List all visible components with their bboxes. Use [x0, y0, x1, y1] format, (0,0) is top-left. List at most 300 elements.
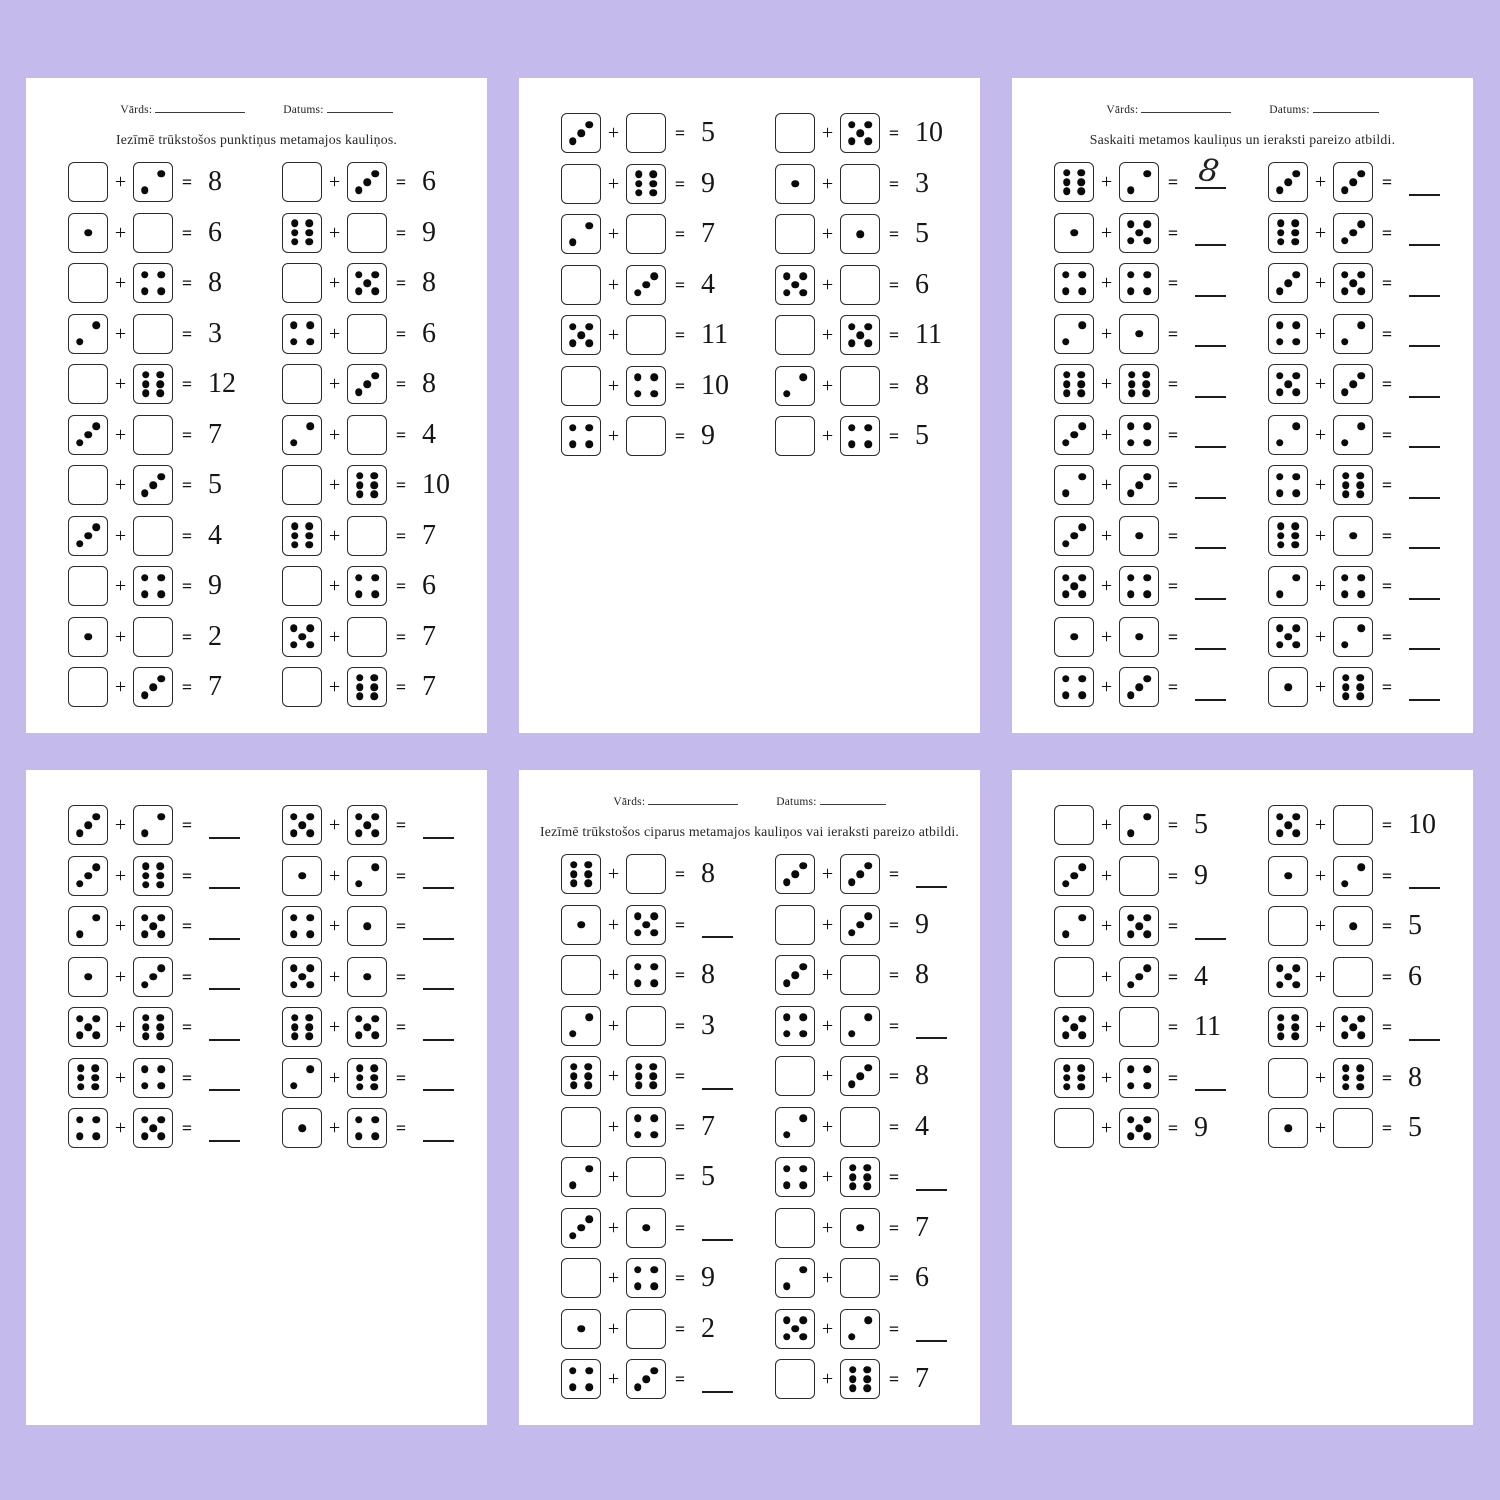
answer [201, 957, 257, 997]
pip [791, 870, 799, 878]
pip [1293, 389, 1301, 397]
die-face-4 [1054, 667, 1094, 707]
pip [307, 1065, 315, 1073]
answer-blank-line [1195, 522, 1226, 549]
problem-row [68, 617, 257, 657]
pip [1127, 692, 1135, 700]
date-field [283, 102, 392, 116]
pip [1128, 389, 1136, 397]
die-face-4 [133, 566, 173, 606]
answer [415, 667, 471, 707]
plus-sign: + [1314, 814, 1327, 836]
die-face-5 [775, 265, 815, 305]
pip [141, 1133, 149, 1141]
pip [863, 1182, 871, 1190]
equals-sign: = [1381, 815, 1393, 835]
answer [415, 415, 471, 455]
plus-sign: + [114, 272, 127, 294]
pip [1356, 1074, 1364, 1082]
answer-value: 9 [701, 167, 715, 199]
pip [156, 872, 164, 880]
pip [865, 1316, 873, 1324]
die-empty [1333, 805, 1373, 845]
pip [84, 1023, 92, 1031]
problem-row [68, 162, 257, 202]
equals-sign: = [674, 426, 686, 446]
problem-row [68, 667, 257, 707]
pip [77, 1074, 85, 1082]
pip [1062, 540, 1070, 548]
problem-row [775, 1309, 964, 1349]
pip [800, 1316, 808, 1324]
pip [142, 389, 150, 397]
plus-sign: + [1314, 474, 1327, 496]
pip [642, 1224, 650, 1232]
pip [783, 1333, 791, 1341]
page-header [519, 794, 980, 808]
pip [1358, 170, 1366, 178]
answer [1187, 364, 1243, 404]
equals-sign: = [888, 1217, 900, 1238]
equals-sign: = [888, 1167, 900, 1187]
answer [908, 315, 964, 355]
pip [1063, 1083, 1071, 1091]
answer [1187, 314, 1243, 354]
problem-column-2 [282, 162, 471, 707]
date-blank-line [327, 102, 393, 113]
equals-sign: = [674, 274, 686, 295]
equals-sign: = [1167, 1118, 1179, 1138]
answer-value: 8 [915, 369, 929, 401]
answer-blank-line [1195, 371, 1226, 398]
pip [141, 591, 149, 599]
equals-sign: = [674, 1268, 686, 1288]
problem-row [775, 315, 964, 355]
answer [1187, 1007, 1243, 1047]
plus-sign: + [821, 1317, 834, 1340]
plus-sign: + [1314, 322, 1327, 345]
pip [91, 1065, 99, 1073]
pip [586, 340, 594, 348]
pip [141, 692, 149, 700]
die-empty [775, 1056, 815, 1096]
pip [1284, 683, 1292, 691]
die-face-2 [1268, 415, 1308, 455]
pip [1358, 288, 1366, 296]
plus-sign: + [328, 915, 341, 937]
plus-sign: + [328, 423, 341, 446]
answer [1187, 213, 1243, 253]
equals-sign: = [181, 1118, 193, 1138]
pip [634, 1114, 642, 1122]
pip [141, 931, 149, 939]
die-empty [68, 263, 108, 303]
date-blank-line [820, 794, 886, 805]
answer-blank-line [1409, 472, 1440, 499]
pip [1077, 187, 1085, 195]
plus-sign: + [328, 1066, 341, 1089]
pip [84, 821, 92, 829]
plus-sign: + [607, 964, 620, 986]
pip [1277, 532, 1285, 540]
pip [570, 870, 578, 878]
pip [1277, 229, 1285, 237]
problem-row [561, 164, 750, 204]
die-face-6 [1268, 213, 1308, 253]
pip [635, 1072, 643, 1080]
pip [370, 1065, 378, 1073]
answer-value: 2 [208, 620, 222, 652]
equals-sign: = [1381, 1118, 1393, 1138]
pip [635, 189, 643, 197]
pip [1349, 380, 1357, 388]
pip [848, 424, 856, 432]
equals-sign: = [888, 123, 900, 143]
equals-sign: = [395, 916, 407, 936]
plus-sign: + [1314, 676, 1327, 698]
answer-value: 4 [1194, 960, 1208, 992]
pip [1079, 692, 1087, 700]
equals-sign: = [181, 916, 193, 936]
pip [1276, 591, 1284, 599]
die-face-1 [68, 213, 108, 253]
answer [694, 416, 750, 456]
equals-sign: = [1381, 576, 1393, 596]
die-face-3 [1268, 263, 1308, 303]
pip [1144, 675, 1152, 683]
equals-sign: = [181, 525, 193, 546]
answer-blank-line [423, 913, 454, 940]
pip [856, 870, 864, 878]
answer-value: 4 [701, 268, 715, 300]
plus-sign: + [821, 1368, 834, 1390]
die-face-6 [561, 1056, 601, 1096]
answer-value: 7 [915, 1363, 929, 1394]
problem-row [68, 805, 257, 845]
die-empty [1054, 1108, 1094, 1148]
answer [694, 1157, 750, 1197]
pip [642, 281, 650, 289]
die-face-2 [1268, 566, 1308, 606]
plus-sign: + [821, 863, 834, 885]
answer [908, 854, 964, 894]
answer-value: 8 [915, 959, 929, 990]
die-face-1 [1268, 1108, 1308, 1148]
pip [1135, 481, 1143, 489]
pip [849, 1173, 857, 1181]
equals-sign: = [888, 864, 900, 884]
die-face-3 [626, 1359, 666, 1399]
die-face-5 [133, 1108, 173, 1148]
pip [84, 973, 92, 981]
pip [1062, 1015, 1070, 1023]
answer-blank-line [423, 1064, 454, 1091]
answer [908, 113, 964, 153]
pip [370, 692, 378, 700]
die-face-1 [1054, 213, 1094, 253]
pip [1079, 591, 1087, 599]
plus-sign: + [1100, 221, 1113, 244]
equals-sign: = [1167, 172, 1179, 192]
pip [156, 1023, 164, 1031]
die-face-6 [626, 1056, 666, 1096]
die-face-6 [1333, 667, 1373, 707]
die-face-2 [1333, 856, 1373, 896]
pip [584, 1063, 592, 1071]
die-face-3 [840, 1056, 880, 1096]
die-face-2 [1119, 162, 1159, 202]
problem-column-1 [1054, 151, 1243, 707]
answer-blank-line [423, 1115, 454, 1142]
pip [158, 1116, 166, 1124]
pip [1276, 813, 1284, 821]
plus-sign: + [1314, 272, 1327, 294]
die-face-6 [347, 465, 387, 505]
die-empty [68, 667, 108, 707]
pip [1293, 271, 1301, 279]
plus-sign: + [821, 1115, 834, 1138]
die-face-6 [347, 667, 387, 707]
equals-sign: = [181, 576, 193, 596]
answer [415, 516, 471, 556]
pip [1079, 914, 1087, 922]
problem-row [1054, 516, 1243, 556]
die-empty [840, 1107, 880, 1147]
die-face-3 [1333, 213, 1373, 253]
equals-sign: = [1167, 424, 1179, 445]
pip [1277, 1014, 1285, 1022]
equals-sign: = [888, 965, 900, 985]
answer-value: 10 [1408, 809, 1436, 840]
problem-row [1054, 856, 1243, 896]
pip [141, 830, 149, 838]
pip [1062, 692, 1070, 700]
pip [791, 971, 799, 979]
die-empty [1119, 856, 1159, 896]
plus-sign: + [607, 324, 620, 346]
pip [372, 1015, 380, 1023]
answer-blank-line [702, 1063, 733, 1090]
answer-blank-line [1195, 219, 1226, 246]
problem-row [561, 315, 750, 355]
pip [848, 879, 856, 887]
equals-sign: = [674, 864, 686, 884]
pip [84, 229, 92, 237]
plus-sign: + [114, 625, 127, 648]
die-face-5 [1268, 364, 1308, 404]
problem-row [561, 113, 750, 153]
die-face-6 [1054, 1058, 1094, 1098]
pip [1341, 1015, 1349, 1023]
problem-column-2 [1268, 162, 1457, 707]
pip [356, 1074, 364, 1082]
plus-sign: + [1100, 814, 1113, 836]
pip [1342, 1065, 1350, 1073]
equals-sign: = [674, 224, 686, 244]
plus-sign: + [1314, 524, 1327, 547]
answer-value: 6 [422, 317, 436, 349]
answer-blank-line [1409, 169, 1440, 196]
problem-row [1268, 566, 1457, 606]
pip [291, 523, 299, 531]
date-label: Datums: [283, 104, 324, 116]
name-blank-line [155, 102, 245, 113]
pip [1358, 321, 1366, 329]
equals-sign: = [181, 424, 193, 445]
equals-sign: = [888, 173, 900, 194]
answer [201, 906, 257, 946]
problem-row [68, 213, 257, 253]
die-face-3 [1054, 856, 1094, 896]
equals-sign: = [181, 374, 193, 394]
equals-sign: = [395, 815, 407, 835]
pip [863, 1366, 871, 1374]
equals-sign: = [1381, 424, 1393, 445]
pip [865, 862, 873, 870]
pip [865, 323, 873, 331]
page-header [26, 102, 487, 116]
problem-column-2 [775, 113, 964, 456]
pip [783, 390, 791, 398]
pip [1358, 574, 1366, 582]
equals-sign: = [1167, 273, 1179, 293]
die-face-3 [561, 1208, 601, 1248]
equals-sign: = [395, 222, 407, 243]
die-face-5 [347, 263, 387, 303]
plus-sign: + [1314, 373, 1327, 395]
pip [1276, 624, 1284, 632]
pip [586, 1384, 594, 1392]
pip [291, 220, 299, 228]
pip [307, 830, 315, 838]
pip [649, 180, 657, 188]
die-face-2 [775, 1258, 815, 1298]
plus-sign: + [1100, 474, 1113, 496]
pip [91, 1074, 99, 1082]
pip [1144, 473, 1152, 481]
plus-sign: + [1314, 625, 1327, 648]
problem-row [1054, 906, 1243, 946]
plus-sign: + [821, 1065, 834, 1087]
pip [158, 964, 166, 972]
die-face-4 [1119, 1058, 1159, 1098]
pip [1063, 178, 1071, 186]
pip [372, 288, 380, 296]
pip [783, 1182, 791, 1190]
pip [856, 331, 864, 339]
answer [908, 1309, 964, 1349]
answer [694, 905, 750, 945]
pip [849, 1164, 857, 1172]
pip [569, 340, 577, 348]
name-field [613, 794, 738, 808]
answer [694, 1258, 750, 1298]
answer-value: 5 [1408, 910, 1422, 941]
equals-sign: = [395, 1067, 407, 1088]
pip [1144, 931, 1152, 939]
pip [356, 490, 364, 498]
pip [158, 675, 166, 683]
pip [569, 1384, 577, 1392]
answer-blank-line [1409, 862, 1440, 889]
answer [694, 1309, 750, 1349]
pip [307, 624, 315, 632]
answer [1187, 1108, 1243, 1148]
die-empty [626, 1006, 666, 1046]
die-empty [561, 366, 601, 406]
answer-blank-line [1409, 573, 1440, 600]
die-face-4 [1333, 566, 1373, 606]
equals-sign: = [674, 1116, 686, 1137]
pip [1077, 1074, 1085, 1082]
equals-sign: = [395, 865, 407, 886]
die-face-2 [133, 805, 173, 845]
equals-sign: = [1381, 966, 1393, 987]
die-face-4 [1119, 566, 1159, 606]
pip [1341, 237, 1349, 245]
die-face-4 [133, 263, 173, 303]
pip [356, 1065, 364, 1073]
pip [1135, 922, 1143, 930]
pip [1293, 372, 1301, 380]
pip [142, 1023, 150, 1031]
die-empty [133, 314, 173, 354]
die-face-6 [1268, 1007, 1308, 1047]
pip [355, 574, 363, 582]
pip [158, 931, 166, 939]
problem-row [68, 415, 257, 455]
plus-sign: + [1100, 965, 1113, 988]
die-face-6 [133, 856, 173, 896]
die-face-2 [68, 314, 108, 354]
answer [415, 314, 471, 354]
pip [149, 973, 157, 981]
die-face-4 [626, 366, 666, 406]
pip [1144, 1116, 1152, 1124]
problem-row [561, 1208, 750, 1248]
plus-sign: + [821, 324, 834, 346]
equals-sign: = [181, 273, 193, 293]
pip [848, 323, 856, 331]
die-face-5 [840, 315, 880, 355]
pip [93, 1116, 101, 1124]
equals-sign: = [1167, 677, 1179, 697]
pip [1277, 523, 1285, 531]
plus-sign: + [821, 122, 834, 144]
die-empty [840, 1258, 880, 1298]
equals-sign: = [395, 323, 407, 344]
pip [1079, 1032, 1087, 1040]
answer [415, 805, 471, 845]
problem-row [68, 516, 257, 556]
pip [158, 574, 166, 582]
answer-blank-line [1409, 623, 1440, 650]
plus-sign: + [1314, 423, 1327, 446]
pip [372, 591, 380, 599]
answer-value: 6 [422, 166, 436, 197]
plus-sign: + [1100, 171, 1113, 193]
equals-sign: = [674, 1318, 686, 1339]
pip [1144, 914, 1152, 922]
pip [298, 1124, 306, 1132]
pip [91, 1083, 99, 1091]
die-face-5 [1054, 566, 1094, 606]
die-face-3 [840, 905, 880, 945]
name-field [120, 102, 245, 116]
pip [1342, 692, 1350, 700]
problem-row [1268, 805, 1457, 845]
pip [370, 481, 378, 489]
